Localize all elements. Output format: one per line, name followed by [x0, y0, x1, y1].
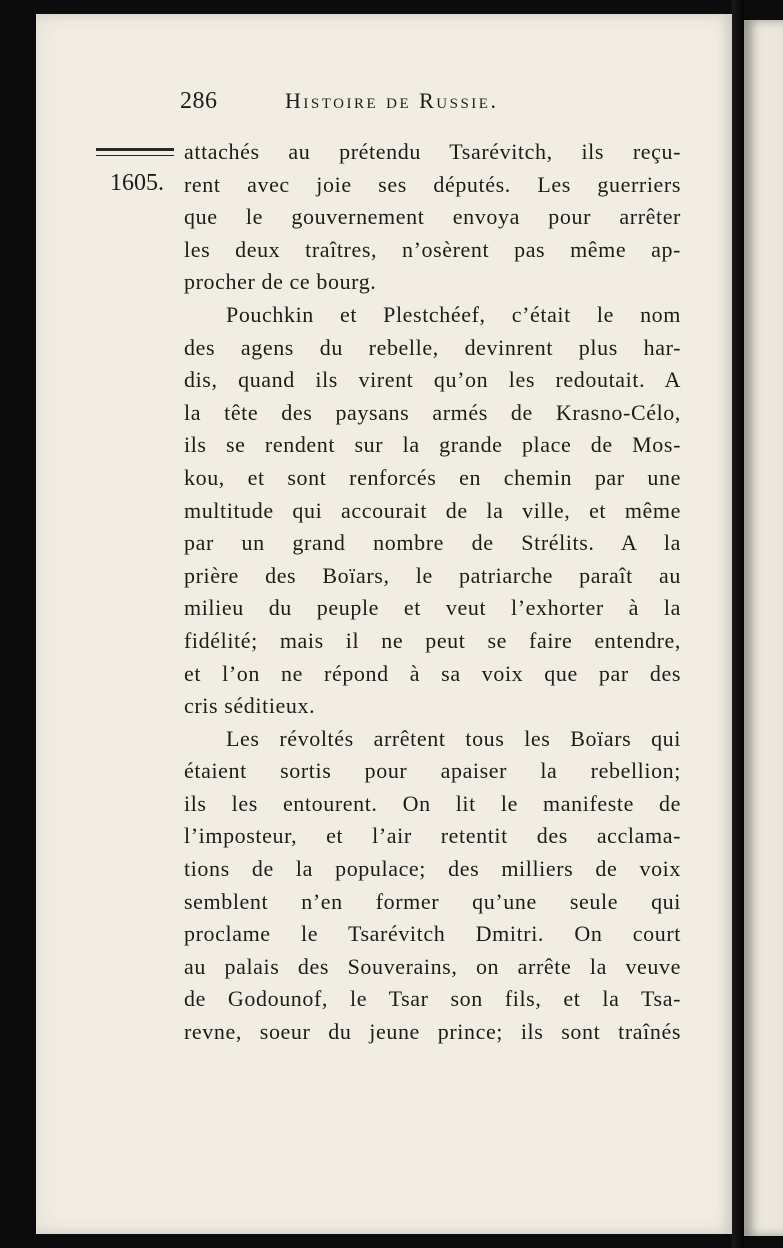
- facing-page-edge: [744, 20, 783, 1236]
- text-line: prière des Boïars, le patriarche paraît au: [184, 562, 681, 588]
- text-line: étaient sortis pour apaiser la rebellion;: [184, 758, 681, 784]
- text-line: par un grand nombre de Strélits. A la: [184, 530, 681, 556]
- text-line: la tête des paysans armés de Krasno-Célo,: [184, 399, 681, 425]
- margin-year-note: 1605.: [110, 170, 164, 196]
- text-line: revne, soeur du jeune prince; ils sont traînés: [184, 1019, 681, 1045]
- page-number: 286: [180, 88, 218, 114]
- text-line: semblent n’en former qu’une seule qui: [184, 888, 681, 914]
- text-line: et l’on ne répond à sa voix que par des: [184, 660, 681, 686]
- text-line: rent avec joie ses députés. Les guerriers: [184, 171, 681, 197]
- text-line: dis, quand ils virent qu’on les redoutait. A: [184, 367, 681, 393]
- text-line: multitude qui accourait de la ville, et même: [184, 497, 681, 523]
- text-line: des agens du rebelle, devinrent plus har-: [184, 334, 681, 360]
- text-line: Pouchkin et Plestchéef, c’était le nom: [226, 301, 681, 327]
- text-line: Les révoltés arrêtent tous les Boïars qui: [226, 725, 681, 751]
- text-line: attachés au prétendu Tsarévitch, ils reçu-: [184, 139, 681, 164]
- text-line: l’imposteur, et l’air retentit des acclama-: [184, 823, 681, 849]
- text-line: procher de ce bourg.: [184, 269, 377, 295]
- text-line: les deux traîtres, n’osèrent pas même ap-: [184, 236, 681, 262]
- margin-rule: [96, 148, 174, 156]
- text-line: cris séditieux.: [184, 693, 316, 719]
- text-line: milieu du peuple et veut l’exhorter à la: [184, 595, 681, 621]
- running-title: Histoire de Russie.: [285, 88, 499, 113]
- text-line: ils se rendent sur la grande place de Mos-: [184, 432, 681, 458]
- text-line: de Godounof, le Tsar son fils, et la Tsa-: [184, 986, 681, 1012]
- book-gutter: [732, 0, 744, 1248]
- text-line: fidélité; mais il ne peut se faire entendre,: [184, 627, 681, 653]
- text-line: proclame le Tsarévitch Dmitri. On court: [184, 921, 681, 947]
- text-line: kou, et sont renforcés en chemin par une: [184, 464, 681, 490]
- running-head: [180, 88, 680, 122]
- text-line: tions de la populace; des milliers de voix: [184, 856, 681, 882]
- body-text: [184, 136, 681, 1049]
- text-line: que le gouvernement envoya pour arrêter: [184, 204, 681, 230]
- text-line: ils les entourent. On lit le manifeste de: [184, 790, 681, 816]
- text-line: au palais des Souverains, on arrête la veuve: [184, 953, 681, 979]
